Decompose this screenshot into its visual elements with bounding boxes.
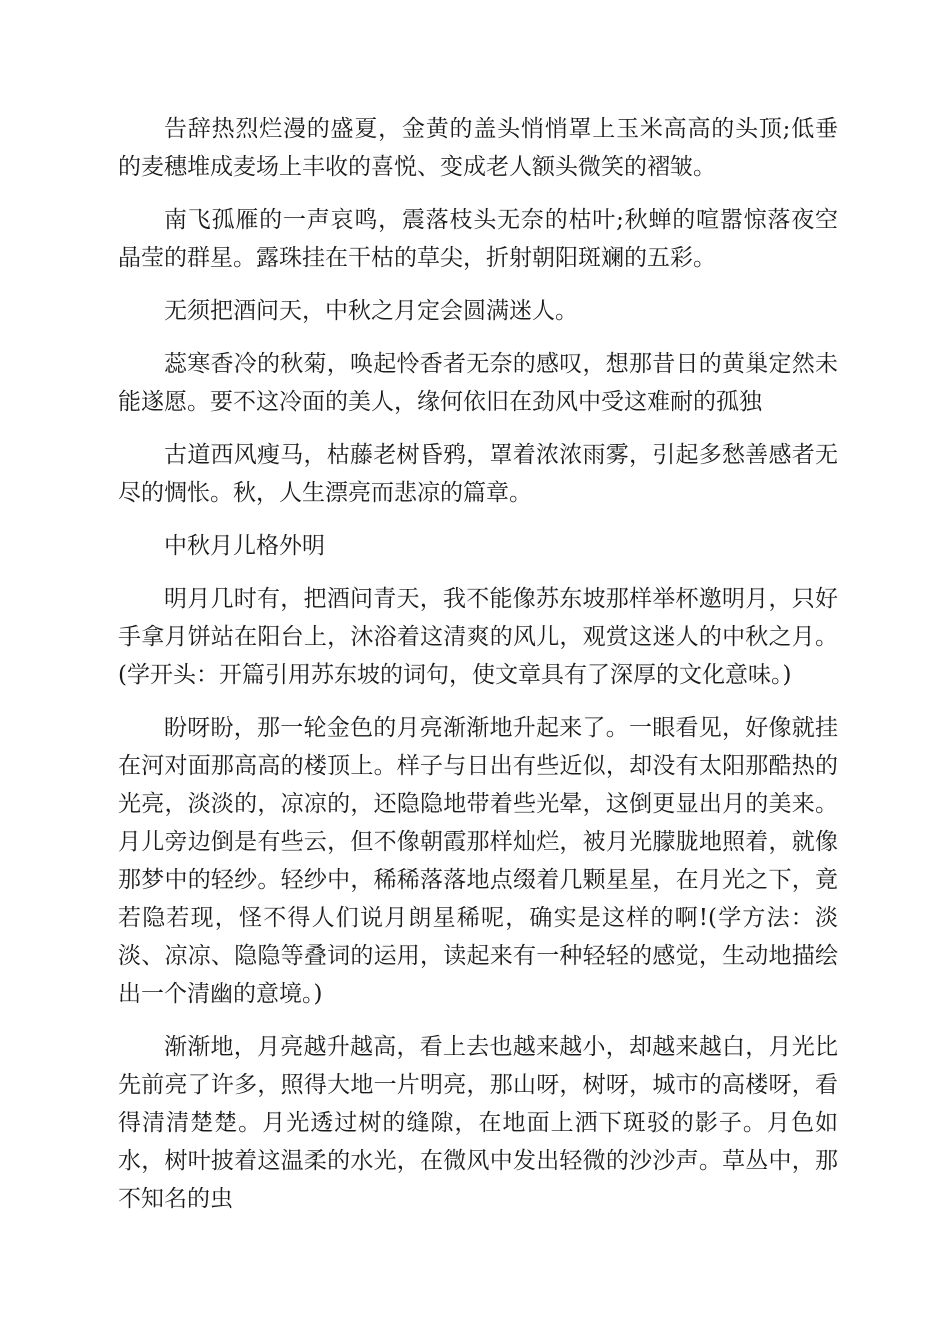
paragraph-3: 无须把酒问天，中秋之月定会圆满迷人。 [164,298,578,324]
document-body [118,110,838,1233]
paragraph-4: 蕊寒香冷的秋菊，唤起怜香者无奈的感叹，想那昔日的黄巢定然未能遂愿。要不这冷面的美人，缘何依旧在劲风中受这难耐的孤独 [118,351,838,415]
paragraph-8: 盼呀盼，那一轮金色的月亮渐渐地升起来了。一眼看见，好像就挂在河对面那高高的楼顶上。样子与日出有些近似，却没有太阳那酷热的光亮，淡淡的，凉凉的，还隐隐地带着些光晕，这倒更显出月的美来。月儿旁边倒是有些云，但不像朝霞那样灿烂，被月光朦胧地照着，就像那梦中的轻纱。轻纱中，稀稀落落地点缀着几颗星星，在月光之下，竟若隐若现，怪不得人们说月朗星稀呢，确实是这样的啊!(学方法：淡淡、凉凉、隐隐等叠词的运用，读起来有一种轻轻的感觉，生动地描绘出一个清幽的意境。) [118,715,838,1007]
paragraph-1: 告辞热烈烂漫的盛夏，金黄的盖头悄悄罩上玉米高高的头顶;低垂的麦穗堆成麦场上丰收的喜悦、变成老人额头微笑的褶皱。 [118,116,838,180]
section-heading: 中秋月儿格外明 [164,533,325,559]
paragraph-5: 古道西风瘦马，枯藤老树昏鸦，罩着浓浓雨雾，引起多愁善感者无尽的惆怅。秋，人生漂亮而悲凉的篇章。 [118,442,838,506]
paragraph-2: 南飞孤雁的一声哀鸣，震落枝头无奈的枯叶;秋蝉的喧嚣惊落夜空晶莹的群星。露珠挂在干枯的草尖，折射朝阳斑斓的五彩。 [118,207,838,271]
paragraph-7: 明月几时有，把酒问青天，我不能像苏东坡那样举杯邀明月，只好手拿月饼站在阳台上，沐浴着这清爽的风儿，观赏这迷人的中秋之月。(学开头：开篇引用苏东坡的词句，使文章具有了深厚的文化意味。) [118,586,838,688]
paragraph-9: 渐渐地，月亮越升越高，看上去也越来越小，却越来越白，月光比先前亮了许多，照得大地一片明亮，那山呀，树呀，城市的高楼呀，看得清清楚楚。月光透过树的缝隙，在地面上洒下斑驳的影子。月色如水，树叶披着这温柔的水光，在微风中发出轻微的沙沙声。草丛中，那不知名的虫 [118,1034,838,1212]
